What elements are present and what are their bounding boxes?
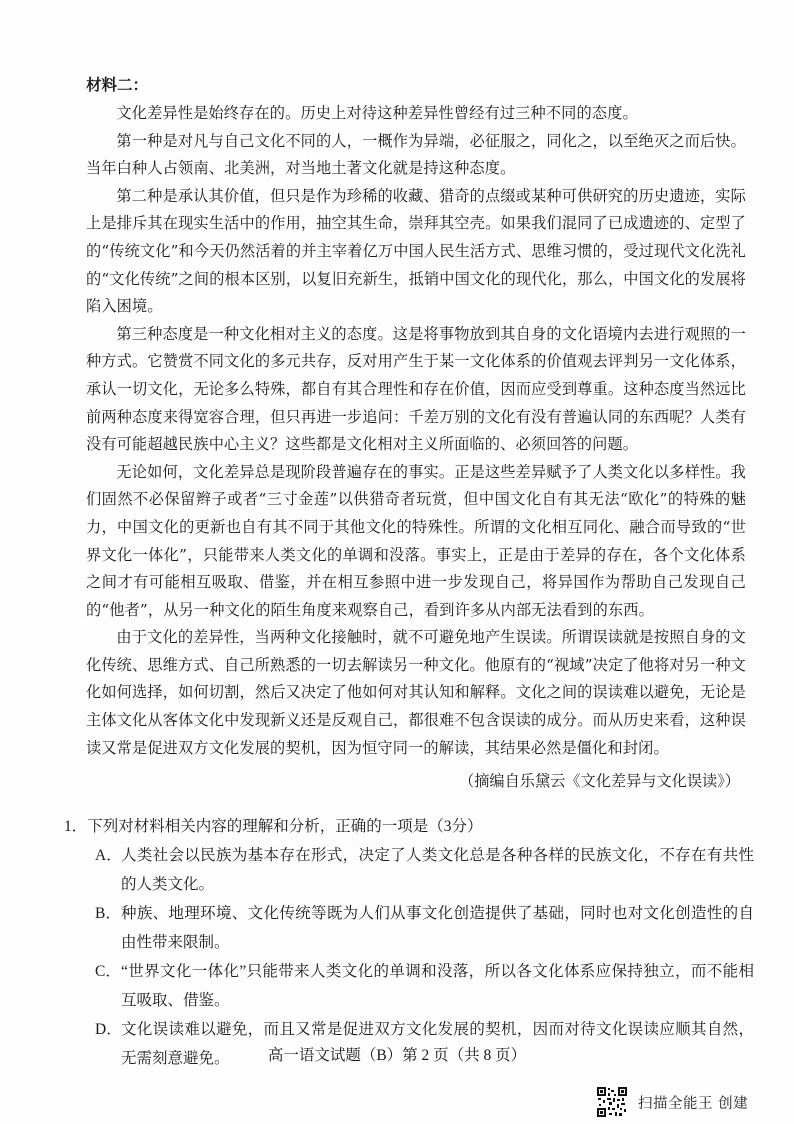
material-title: 材料二： [86, 75, 149, 94]
watermark-text: 扫描全能王 创建 [638, 1095, 749, 1112]
question-stem: 1．下列对材料相关内容的理解和分析，正确的一项是（3分） [64, 818, 483, 835]
option-c[interactable] [64, 957, 754, 1015]
option-text: “世界文化一体化”只能带来人类文化的单调和没落，所以各文化体系应保持独立，而不能相互吸取、借鉴。 [121, 963, 754, 1009]
page-footer: 高一语文试题（B）第 2 页（共 8 页） [267, 1047, 527, 1064]
option-letter: D． [95, 1021, 122, 1038]
material-paragraph: 文化差异性是始终存在的。历史上对待这种差异性曾经有过三种不同的态度。 [116, 104, 638, 122]
material-paragraph: 无论如何，文化差异总是现阶段普遍存在的事实。正是这些差异赋予了人类文化以多样性。我们固然不必保留辫子或者“三寸金莲”以供猎奇者玩赏，但中国文化自有其无法“欧化”的特殊的魅力，中国文化的更新也自有其不同于其他文化的特殊性。所谓的文化相互同化、融合而导致的“世界文化一体化”，只能带来人类文化的单调和没落。事实上，正是由于差异的存在，各个文化体系之间才有可能相互吸取、借鉴，并在相互参照中进一步发现自己，将异国作为帮助自己发现自己的“他者”，从另一种文化的陌生角度来观察自己，看到许多从内部无法看到的东西。 [86, 462, 746, 619]
option-a[interactable] [64, 841, 754, 899]
question-1 [64, 813, 754, 1073]
option-letter: A． [95, 847, 122, 864]
option-text: 种族、地理环境、文化传统等既为人们从事文化创造提供了基础，同时也对文化创造性的自由性带来限制。 [121, 905, 754, 951]
material-paragraph: 第一种是对凡与自己文化不同的人，一概作为异端，必征服之，同化之，以至绝灭之而后快。当年白种人占领南、北美洲，对当地土著文化就是持这种态度。 [86, 131, 746, 178]
qr-code-icon [596, 1086, 628, 1118]
material-paragraph: 第二种是承认其价值，但只是作为珍稀的收藏、猎奇的点缀或某种可供研究的历史遗迹，实际上是排斥其在现实生活中的作用，抽空其生命，崇拜其空壳。如果我们混同了已成遗迹的、定型了的“传统文化”和今天仍然活着的并主宰着亿万中国人民生活方式、思维习惯的，受过现代文化洗礼的“文化传统”之间的根本区别，以复旧充新生，抵销中国文化的现代化，那么，中国文化的发展将陷入困境。 [86, 186, 747, 316]
option-letter: C． [95, 963, 121, 980]
option-text: 文化误读难以避免，而且又常是促进双方文化发展的契机，因而对待文化误读应顺其自然，无需刻意避免。 [121, 1021, 754, 1067]
option-letter: B． [95, 905, 121, 922]
material-paragraph: 第三种态度是一种文化相对主义的态度。这是将事物放到其自身的文化语境内去进行观照的一种方式。它赞赏不同文化的多元共存，反对用产生于某一文化体系的价值观去评判另一文化体系，承认一切文化，无论多么特殊，都自有其合理性和存在价值，因而应受到尊重。这种态度当然远比前两种态度来得宽容合理，但只再进一步追问：千差万别的文化有没有普遍认同的东西呢？人类有没有可能超越民族中心主义？这些都是文化相对主义所面临的、必须回答的问题。 [86, 324, 746, 454]
option-b[interactable] [64, 899, 754, 957]
scanner-watermark [596, 1086, 748, 1118]
material-paragraph: 由于文化的差异性，当两种文化接触时，就不可避免地产生误读。所谓误读就是按照自身的文化传统、思维方式、自己所熟悉的一切去解读另一种文化。他原有的“视域”决定了他将对另一种文化如何选择，如何切割，然后又决定了他如何对其认知和解释。文化之间的误读难以避免，无论是主体文化从客体文化中发现新义还是反观自己，都很难不包含误读的成分。而从历史来看，这种误读又常是促进双方文化发展的契机，因为恒守同一的解读，其结果必然是僵化和封闭。 [86, 628, 747, 757]
material-source: （摘编自乐黛云《文化差异与文化误读》） [459, 772, 740, 791]
option-text: 人类社会以民族为基本存在形式，决定了人类文化总是各种各样的民族文化，不存在有共性的人类文化。 [121, 847, 754, 893]
material-two-section [86, 72, 746, 795]
